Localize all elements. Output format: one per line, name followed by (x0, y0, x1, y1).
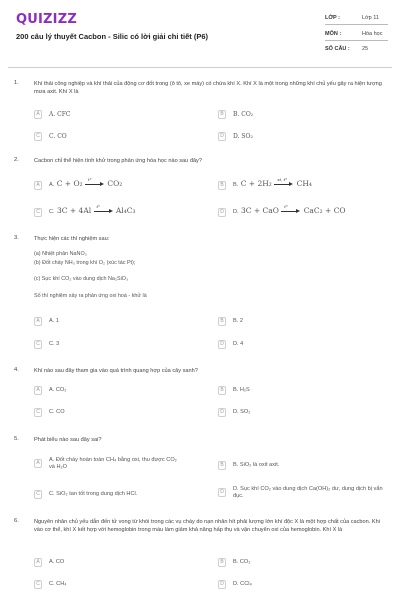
option-b[interactable] (218, 557, 388, 571)
header-divider (8, 67, 392, 68)
equation-products: CO₂ (107, 179, 123, 188)
option-equation (233, 204, 346, 216)
option-label: A. CO (49, 559, 65, 565)
equation-reactants: C + O₂ (56, 179, 83, 188)
option-equation (49, 204, 136, 216)
meta-divider (325, 40, 388, 41)
arrow-icon (281, 204, 301, 214)
option-key: D (218, 340, 226, 349)
option-label: D. SO₂ (233, 409, 251, 415)
option-c[interactable] (34, 579, 204, 593)
question-text: Khí thải công nghiệp và khí thải của động cơ đốt trong (ô tô, xe máy) có chứa khí X. Khí X là một trong những khí chủ yếu gây ra hiện tượng mưa axit. Khí X là (34, 81, 382, 95)
header (0, 0, 400, 60)
option-label: C. SiO₂ tan tốt trong dung dịch HCl. (49, 491, 138, 497)
option-key: A (34, 459, 42, 468)
option-a[interactable] (34, 316, 204, 330)
option-d[interactable] (218, 579, 388, 593)
option-label: B. SiO₂ là oxit axit. (233, 462, 280, 468)
option-b[interactable] (218, 177, 388, 194)
count-label: SỐ CÂU : (325, 46, 350, 52)
option-key: A (34, 386, 42, 395)
option-prefix: A. (49, 182, 55, 188)
option-label: D. SO₂ (233, 133, 253, 140)
question-number: 2. (14, 157, 19, 163)
reaction-condition: t° (284, 204, 288, 209)
experiment-a: (a) Nhiệt phân NaNO₃ (34, 251, 87, 257)
option-key: C (34, 580, 42, 589)
equation-products: Al₄C₃ (115, 206, 136, 215)
option-d[interactable] (218, 487, 388, 501)
question-number: 1. (14, 80, 19, 86)
option-equation (233, 177, 312, 189)
equation-reactants: 3C + CaO (240, 206, 279, 215)
option-key: B (218, 558, 226, 567)
option-key: B (218, 317, 226, 326)
experiment-c: (c) Sục khí CO₂ vào dung dịch Na₂SiO₃ (34, 276, 129, 282)
reaction-condition: t° (96, 204, 101, 209)
option-label: C. CO (49, 409, 65, 415)
option-c[interactable] (34, 131, 204, 145)
option-key: B (218, 181, 226, 190)
option-b[interactable] (218, 385, 388, 399)
option-c[interactable] (34, 204, 204, 221)
equation-reactants: C + 2H₂ (240, 179, 272, 188)
grade-value: Lớp 11 (362, 15, 379, 21)
question-number: 3. (14, 235, 19, 241)
option-a[interactable] (34, 177, 204, 194)
meta-divider (325, 24, 388, 25)
option-b[interactable] (218, 460, 388, 474)
question-number: 5. (14, 436, 19, 442)
equation-products: CaC₂ + CO (303, 206, 346, 215)
subject-value: Hóa học (362, 31, 383, 37)
count-value: 25 (362, 46, 369, 52)
option-key: C (34, 490, 42, 499)
option-a[interactable] (34, 458, 204, 472)
quizizz-logo[interactable]: QUIZIZZ (16, 12, 77, 27)
reaction-condition: xt, t° (277, 177, 288, 182)
option-a[interactable] (34, 557, 204, 571)
option-key: B (218, 461, 226, 470)
page-title: 200 câu lý thuyết Cacbon - Silic có lời giải chi tiết (P6) (16, 32, 209, 41)
option-key: D (218, 132, 226, 141)
equation-reactants: 3C + 4Al (56, 206, 92, 215)
option-prefix: C. (49, 209, 55, 215)
option-label: A. CO₂ (49, 387, 67, 393)
grade-label: LỚP : (325, 15, 340, 21)
option-c[interactable] (34, 489, 204, 503)
option-key: B (218, 110, 226, 119)
question-text: Nguyên nhân chủ yếu dẫn đến tử vong từ khói trong các vụ cháy do nạn nhân hít phải lượng lớn khí độc X là một hợp chất của cacbon. Khi vào cơ thể, khí X kết hợp với hemoglobin trong máu làm giảm khả năng hấp thụ và vận chuyển oxi của hemoglobin. Khí X là (34, 519, 380, 533)
option-label: B. CO₂ (233, 559, 251, 565)
arrow-icon (85, 177, 105, 187)
option-label: D. CCl₄ (233, 581, 252, 587)
option-equation (49, 177, 123, 189)
option-b[interactable] (218, 316, 388, 330)
question-text: Cacbon chỉ thể hiện tính khử trong phản ứng hóa học nào sau đây? (34, 158, 202, 164)
option-key: C (34, 408, 42, 417)
option-key: D (218, 208, 226, 217)
option-label: D. 4 (233, 341, 244, 347)
option-key: C (34, 208, 42, 217)
question-number: 4. (14, 367, 19, 373)
subject-label: MÔN : (325, 31, 342, 37)
question-text: Thực hiện các thí nghiệm sau: (34, 236, 110, 242)
option-key: A (34, 110, 42, 119)
option-label: B. H₂S (233, 387, 250, 393)
question-prompt: Số thí nghiệm xảy ra phản ứng oxi hoá - khử là (34, 293, 147, 299)
option-label: B. 2 (233, 318, 243, 324)
option-key: D (218, 408, 226, 417)
option-a[interactable] (34, 109, 204, 123)
option-label: C. CO (49, 133, 67, 140)
option-b[interactable] (218, 109, 388, 123)
option-label: C. 3 (49, 341, 60, 347)
option-c[interactable] (34, 407, 204, 421)
arrow-icon (274, 177, 294, 187)
option-d[interactable] (218, 131, 388, 145)
equation-products: CH₄ (296, 179, 312, 188)
option-key: A (34, 558, 42, 567)
question-number: 6. (14, 518, 19, 524)
option-key: B (218, 386, 226, 395)
option-prefix: B. (233, 182, 239, 188)
option-key: C (34, 132, 42, 141)
option-key: C (34, 340, 42, 349)
option-d[interactable] (218, 407, 388, 421)
option-label: C. CH₄ (49, 581, 67, 587)
question-text: Khí nào sau đây tham gia vào quá trình quang hợp của cây xanh? (34, 368, 198, 374)
experiment-b: (b) Đốt cháy NH₃ trong khí O₂ (xúc tác Pt); (34, 260, 136, 266)
reaction-condition: t° (88, 177, 92, 182)
option-key: D (218, 488, 226, 497)
arrow-icon (94, 204, 114, 214)
option-key: A (34, 317, 42, 326)
option-label: A. 1 (49, 318, 59, 324)
option-label: B. CO₂ (233, 111, 254, 118)
option-label: D. Sục khí CO₂ vào dung dịch Ca(OH)₂ dư, dung dịch bị vẩn đục. (233, 486, 383, 499)
option-d[interactable] (218, 204, 388, 221)
option-label: A. Đốt cháy hoàn toàn CH₄ bằng oxi, thu được CO₂ và H₂O (49, 457, 177, 470)
option-a[interactable] (34, 385, 204, 399)
option-d[interactable] (218, 339, 388, 353)
option-label: A. CFC (49, 111, 71, 118)
question-text: Phát biểu nào sau đây sai? (34, 437, 102, 443)
option-prefix: D. (233, 209, 239, 215)
option-key: D (218, 580, 226, 589)
option-key: A (34, 181, 42, 190)
option-c[interactable] (34, 339, 204, 353)
